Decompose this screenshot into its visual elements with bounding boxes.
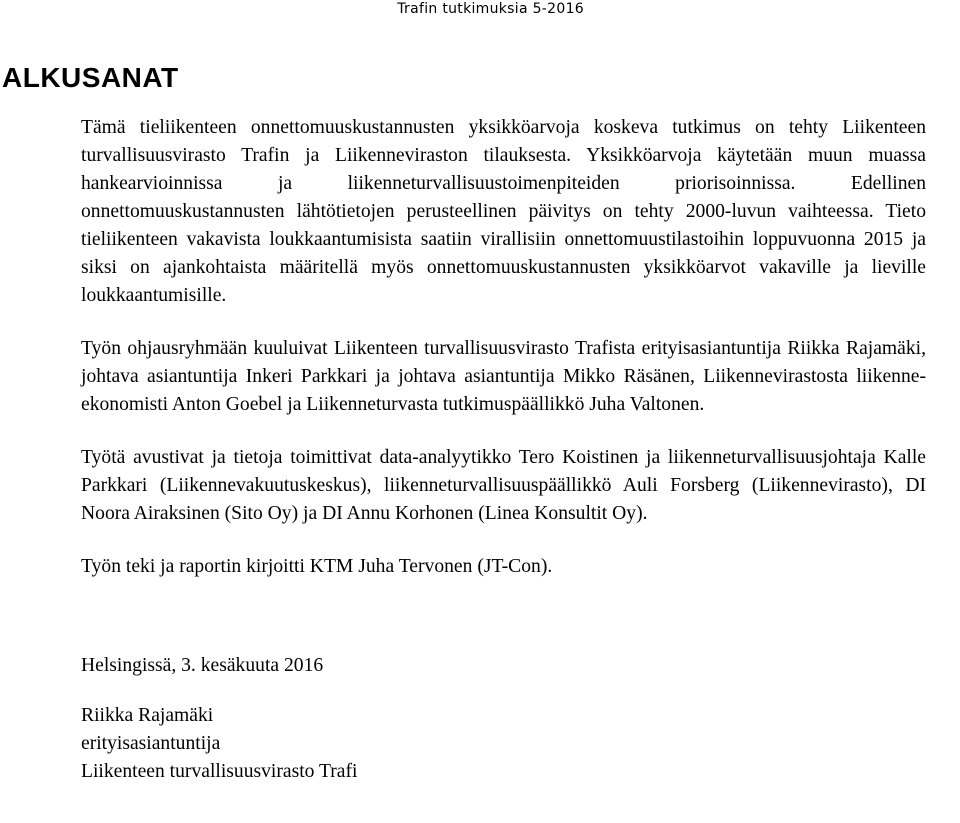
place-date: Helsingissä, 3. kesäkuuta 2016: [81, 655, 324, 676]
paragraph-author: Työn teki ja raportin kirjoitti KTM Juha Tervonen (JT-Con).: [81, 556, 553, 577]
running-header: Trafin tutkimuksia 5-2016: [397, 1, 584, 17]
paragraph-intro: Tämä tieliikenteen onnettomuuskustannusten yksikköarvoja koskeva tutkimus on tehty Liikenteen turvallisuusvirasto Trafin ja Liikenneviraston tilauksesta. Yksikköarvoja käytetään muun muassa hankearvioinnissa ja liikenneturvallisuustoimenpiteiden priorisoinnissa. Edellinen onnettomuuskustannusten lähtötietojen perusteellinen päivitys on tehty 2000-luvun vaihteessa. Tieto tieliikenteen vakavista loukkaantumisista saatiin virallisiin onnettomuustilastoihin loppuvuonna 2015 ja siksi on ajankohtaista määritellä myös onnettomuuskustannusten yksikköarvot vakaville ja lieville loukkaantumisille.: [81, 117, 926, 306]
document-body: [81, 114, 926, 786]
paragraph-assistants: Työtä avustivat ja tietoja toimittivat data-analyytikko Tero Koistinen ja liikenneturvallisuusjohtaja Kalle Parkkari (Liikennevakuutuskeskus), liikenneturvallisuuspäällikkö Auli Forsberg (Liikennevirasto), DI Noora Airaksinen (Sito Oy) ja DI Annu Korhonen (Linea Konsultit Oy).: [81, 447, 926, 524]
signer-organization: Liikenteen turvallisuusvirasto Trafi: [81, 761, 358, 782]
section-heading: ALKUSANAT: [2, 62, 179, 93]
signer-title: erityisasiantuntija: [81, 733, 221, 754]
signer-name: Riikka Rajamäki: [81, 705, 214, 726]
paragraph-steering-group: Työn ohjausryhmään kuuluivat Liikenteen turvallisuusvirasto Trafista erityisasiantuntija Riikka Rajamäki, johtava asiantuntija Inkeri Parkkari ja johtava asiantuntija Mikko Räsänen, Liikennevirastosta liikenne-ekonomisti Anton Goebel ja Liikenneturvasta tutkimuspäällikkö Juha Valtonen.: [81, 338, 926, 415]
spacer: [81, 680, 926, 702]
spacer: [81, 606, 926, 652]
